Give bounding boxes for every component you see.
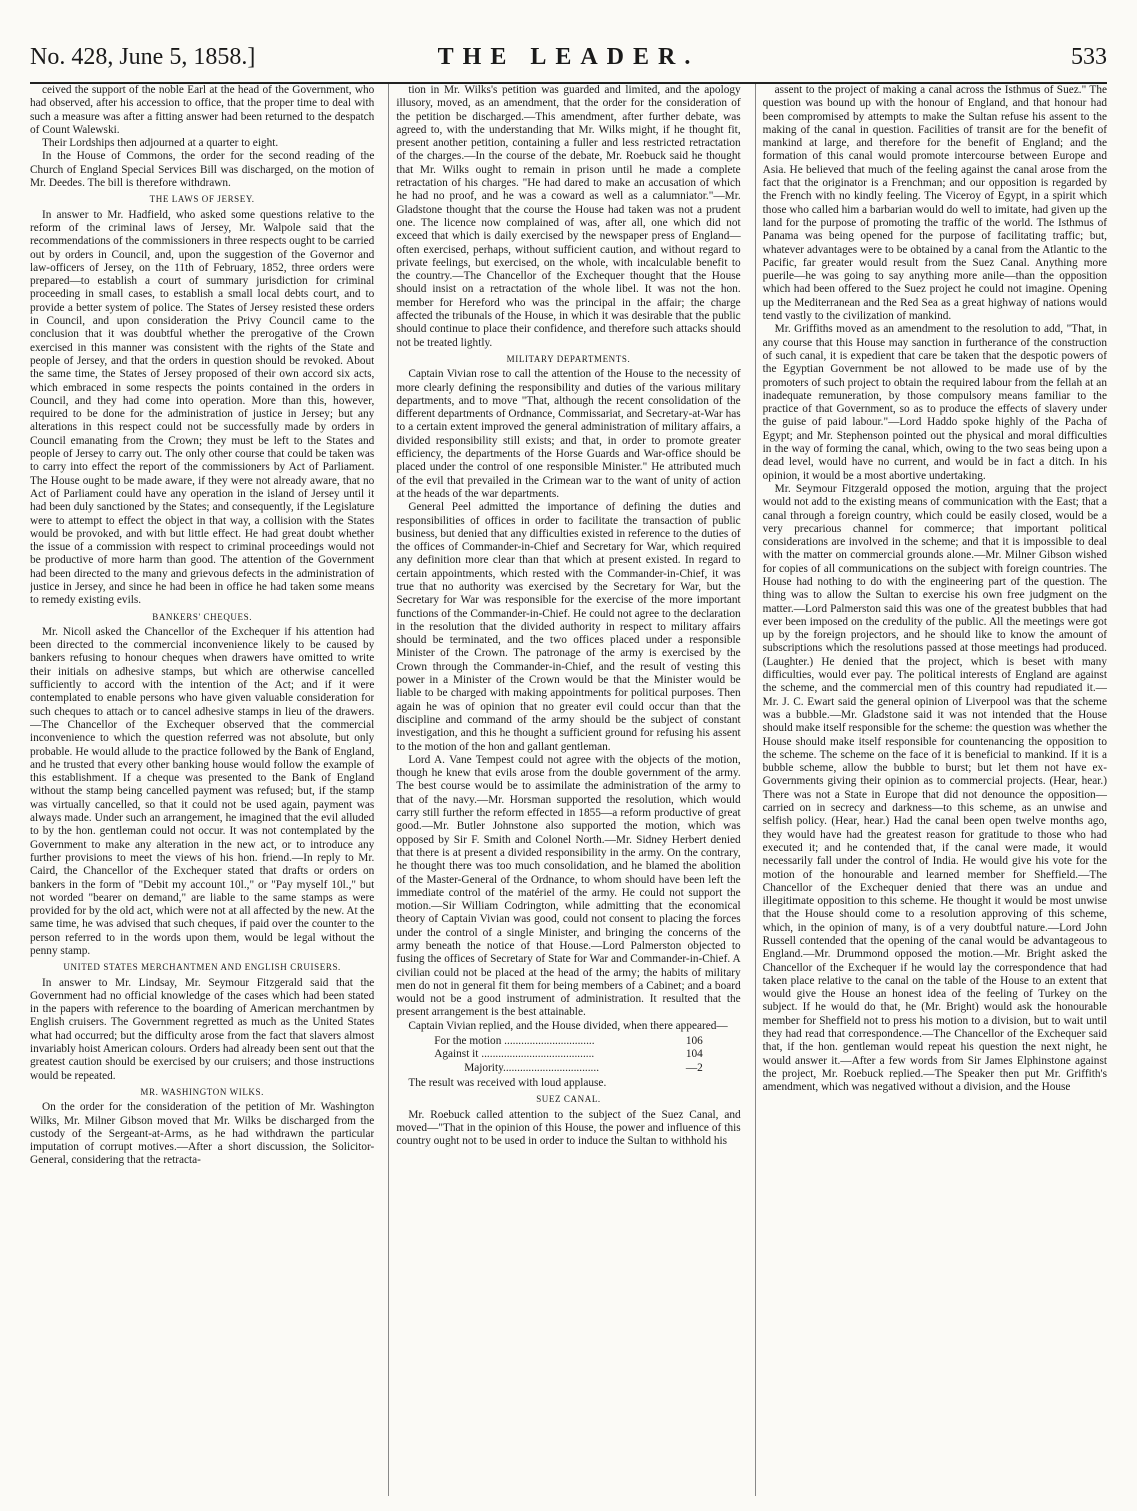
paragraph: On the order for the consideration of the petition of Mr. Washington Wilks, Mr. Milner Gibson moved that Mr. Wilks be discharged from the custody of the Sergeant-at-Arms, as he had withdrawn the particular imputation of corrupt motives.—After a short discussion, the Solicitor-General, considering that the retracta- [30,1101,375,1167]
paragraph: Lord A. Vane Tempest could not agree with the objects of the motion, though he knew that evils arose from the double government of the army. The best course would be to assimilate the administration of the army to that of the navy.—Mr. Horsman supported the resolution, which would carry still further the reform effected in 1855—a reform productive of great good.—Mr. Butler Johnstone also supported the motion, which was opposed by Sir F. Smith and Colonel North.—Mr. Sidney Herbert denied that there is at present a divided responsibility in the army. On the contrary, he thought there was too much consolidation, and he blamed the abolition of the Master-General of the Ordnance, to whom should have been left the immediate control of the matériel of the army. He could not support the motion.—Sir William Codrington, while admitting that the economical theory of Captain Vivian was good, could not consent to placing the forces under the control of a single Minister, and bringing the concerns of the army beneath the notice of that House.—Lord Palmerston objected to fusing the offices of Secretary of State for War and Commander-in-Chief. A civilian could not be placed at the head of the army; the habits of military men do not in general fit them for being members of a Cabinet; and a board would not be a good instrument of administration. It resulted that the present arrangement is the best attainable. [396,753,741,1019]
division-row [434,1048,703,1061]
paragraph: In the House of Commons, the order for the second reading of the Church of England Special Services Bill was discharged, on the motion of Mr. Deedes. The bill is therefore withdrawn. [30,150,375,190]
paragraph: In answer to Mr. Hadfield, who asked some questions relative to the reform of the criminal laws of Jersey, Mr. Walpole said that the recommendations of the commissioners in three respects ought to be carried out by orders in Council, and, upon the suggestion of the Governor and law-officers of Jersey, on the 11th of February, 1852, three orders were prepared—to establish a court of summary jurisdiction for criminal proceeding in small cases, to establish a small local debts court, and to provide a better system of police. The States of Jersey resisted these orders in Council, and upon consideration the Privy Council came to the conclusion that it was doubtful whether the prerogative of the Crown exercised in this manner was consistent with the rights of the State and people of Jersey, and that the orders in question should be revoked. About the same time, the States of Jersey proposed of their own accord six acts, which embraced in some respects the points contained in the orders in Council, and they had come into operation. More than this, however, required to be done for the administration of justice in Jersey; but any alterations in this respect could not be successfully made by orders in Council emanating from the Crown; they must be left to the States and people of Jersey to carry out. The only other course that could be taken was to carry into effect the report of the commissioners by Act of Parliament. The House ought to be made aware, if they were not already aware, that no Act of Parliament could have any operation in the island of Jersey until it had been duly sanctioned by the States; and consequently, if the Legislature were to attempt to effect the object in that way, a collision with the States would be provoked, and with but little effect. He had great doubt whether the issue of a commission with respect to criminal proceedings would not be productive of more harm than good. The attention of the Government had been directed to the many and grievous defects in the administration of justice in Jersey, and since he had been in office he had taken some means to remedy existing evils. [30,208,375,607]
newspaper-title: THE LEADER. [437,44,700,70]
division-row [434,1062,703,1075]
paragraph: assent to the project of making a canal across the Isthmus of Suez." The question was bound up with the honour of England, and that honour had been compromised by attempts to make the Sultan refuse his assent to the making of the canal in question. Facilities of transit are for the benefit of mankind at large, and therefore for the benefit of England; and the formation of this canal would promote intercourse between Europe and Asia. He believed that much of the feeling against the canal arose from the fact that the originator is a Frenchman; and our opposition is regarded by the French with no kindly feeling. The Viceroy of Egypt, in a spirit which those who called him a barbarian would do well to imitate, had given up the land for the purpose of promoting the traffic of the world. The Isthmus of Panama was being opened for the purpose of facilitating traffic; but, whatever advantages were to be obtained by a canal from the Atlantic to the Pacific, far greater would result from the Suez Canal. Anything more puerile—he was going to say anything more anile—than the opposition which had been offered to the Suez project he could not imagine. Opening up the Mediterranean and the Red Sea as a great highway of nations would tend vastly to the civilization of mankind. [762,84,1107,323]
paragraph: ceived the support of the noble Earl at the head of the Government, who had observed, after his accession to office, that the proper time to deal with such a measure was after a fitting answer had been returned to the despatch of Count Walewski. [30,84,375,136]
paragraph: Mr. Roebuck called attention to the subject of the Suez Canal, and moved—"That in the opinion of this House, the power and influence of this country ought not to be used in order to induce the Sultan to withhold his [396,1108,741,1148]
division-row [434,1035,703,1048]
section-heading-military-departments: MILITARY DEPARTMENTS. [506,353,631,364]
paragraph: The result was received with loud applause. [408,1076,607,1089]
paragraph: Their Lordships then adjourned at a quarter to eight. [42,137,279,150]
section-heading-suez-canal: SUEZ CANAL. [536,1094,601,1105]
paragraph: Mr. Seymour Fitzgerald opposed the motion, arguing that the project would not add to the existing means of communication with the East; that a canal through a foreign country, which could be easily closed, would be a very precarious channel for commerce; that important political considerations are involved in the scheme; and that it is impossible to deal with the matter on commercial grounds alone.—Mr. Milner Gibson wished for copies of all communications on the subject with foreign countries. The House had nothing to do with the engineering part of the question. The thing was to allow the Sultan to exercise his own free judgment on the matter.—Lord Palmerston said this was one of the greatest bubbles that had ever been imposed on the credulity of the public. All the meetings were got up by the foreign projectors, and he should like to know the amount of subscriptions which the resolutions passed at those meetings had produced. (Laughter.) He denied that the project, which is beset with many difficulties, would ever pay. The political interests of England are against the scheme, and the commercial men of this country had repudiated it.—Mr. J. C. Ewart said the general opinion of Liverpool was that the scheme was a bubble.—Mr. Gladstone said it was not intended that the House should make itself responsible for the scheme: the question was whether the House should make itself responsible for countenancing the opposition to the scheme. The scheme on the face of it is beneficial to mankind. If it is a bubble scheme, allow the bubble to burst; but let them not have ex-Governments giving their opinion as to commercial projects. (Hear, hear.) There was not a State in Europe that did not denounce the opposition—carried on in secrecy and darkness—to this scheme, as an unwise and selfish policy. (Hear, hear.) Had the canal been open twelve months ago, they would have had the greatest reason for gratitude to those who had executed it; and he contended that, if the canal were made, it would necessarily fall under the control of India. He would give his vote for the motion of the honourable and learned member for Sheffield.—The Chancellor of the Exchequer denied that there was an undue and illegitimate opposition to this scheme. He thought it would be most unwise that the House should come to a resolution approving of this scheme, which, in the opinion of many, is of a very doubtful nature.—Lord John Russell contended that the opening of the canal would be advantageous to England.—Mr. Drummond opposed the motion.—Mr. Bright asked the Chancellor of the Exchequer if he would lay the correspondence that had taken place relative to the canal on the table of the House to an extent that would give the House an honest idea of the feeling of Turkey on the subject. If he would do that, he (Mr. Bright) would ask the honourable member for Sheffield not to press his motion to a division, but to wait until they had read that correspondence.—The Chancellor of the Exchequer said that, if the hon. gentleman would repeat his question the next night, he would answer it.—After a few words from Sir James Elphinstone against the project, Mr. Roebuck replied.—The Speaker then put Mr. Griffith's amendment, which was negatived without a division, and the House [762,482,1107,1094]
paragraph: General Peel admitted the importance of defining the duties and responsibilities of offices in order to facilitate the transaction of public business, but denied that any difficulties existed in reference to the duties of the offices of Commander-in-Chief and Secretary for War, which required any definition more clear than that which at present existed. In regard to certain appointments, which rested with the Commander-in-Chief, it was true that no authority was exercised by the Secretary for War, but the Secretary for War was responsible for the exercise of the more important functions of the Commander-in-Chief. He could not agree to the declaration in the resolution that the divided authority in respect to military affairs should be terminated, and the two offices placed under a responsible Minister of the Crown. The patronage of the army is exercised by the Crown through the Commander-in-Chief, and the result of vesting this power in a Minister of the Crown would be that the Minister would be liable to be charged with making appointments for political purposes. Then again he was of opinion that no greater evil could occur than that the discipline and command of the army should be the subject of constant investigation, and this he thought a sufficient ground for refusing his assent to the motion of the hon and gallant gentleman. [396,501,741,753]
division-label: Majority.................................. [464,1061,600,1074]
page-number: 533 [1071,44,1107,70]
section-heading-bankers-cheques: BANKERS' CHEQUES. [152,611,253,622]
section-heading-laws-of-jersey: THE LAWS OF JERSEY. [149,194,255,205]
article-columns [30,84,1107,1496]
column-1 [30,84,374,1496]
paragraph: Mr. Griffiths moved as an amendment to the resolution to add, "That, in any course that this House may sanction in furtherance of the construction of such canal, it is expedient that care be taken that the despotic powers of the Egyptian Government be not allowed to be made use of by the promoters of such project to obtain the required labour from the fellah at an inadequate remuneration, by those compulsory means familiar to the practice of that Government, so as to produce the effects of slavery under the guise of paid labour."—Lord Haddo spoke highly of the Pacha of Egypt; and Mr. Stephenson pointed out the physical and moral difficulties in the way of forming the canal, which, owing to the two seas being upon a dead level, would have no current, and would be in fact a ditch. In his opinion, it would be a most abortive undertaking. [762,323,1107,482]
division-value: —2 [685,1061,703,1074]
division-value: 104 [685,1048,703,1061]
division-label: Against it ........................................ [434,1048,595,1061]
paragraph: In answer to Mr. Lindsay, Mr. Seymour Fitzgerald said that the Government had no official knowledge of the cases which had been stated in the papers with reference to the boarding of American merchantmen by English cruisers. The Government regretted as much as the United States what had occurred; but the difficulty arose from the fact that slavers almost invariably hoist American colours. Orders had already been sent out that the greatest caution should be exercised by our cruisers; and those instructions would be repeated. [30,976,375,1082]
section-heading-merchantmen: UNITED STATES MERCHANTMEN AND ENGLISH CRUISERS. [63,962,341,973]
column-3 [755,84,1107,1496]
division-value: 106 [685,1035,703,1048]
section-heading-washington-wilks: MR. WASHINGTON WILKS. [140,1086,264,1097]
paragraph: Captain Vivian rose to call the attention of the House to the necessity of more clearly defining the responsibility and duties of the various military departments, and to move "That, although the recent consolidation of the different departments of Ordnance, Commissariat, and Secretary-at-War has to a certain extent improved the general administration of military affairs, a divided responsibility still exists; and that, in order to promote greater efficiency, the departments of the Horse Guards and War-office should be placed under the control of one responsible Minister." He attributed much of the evil that prevailed in the Crimean war to the want of unity of action at the heads of the war departments. [396,368,741,500]
page-header [30,10,1107,84]
division-label: For the motion ................................ [434,1035,595,1048]
division-table [434,1035,703,1075]
paragraph: tion in Mr. Wilks's petition was guarded and limited, and the apology illusory, moved, as an amendment, that the order for the consideration of the petition be discharged.—This amendment, after further debate, was agreed to, with the understanding that Mr. Wilks might, if he thought fit, present another petition, containing a fuller and less restricted retractation of the charges.—In the course of the debate, Mr. Roebuck said he thought that Mr. Wilks ought to remain in prison until he made a complete retractation of his charges. "He had dared to make an accusation of which he had no proof, and he was a coward as well as a calumniator."—Mr. Gladstone thought that the course the House had taken was not a prudent one. The licence now complained of was, after all, one which did not exceed that which is daily exercised by the newspaper press of England—often exercised, perhaps, without sufficient caution, and without regard to private feelings, but exercised, on the whole, with incalculable benefit to the country.—The Chancellor of the Exchequer thought that the House should insist on a retractation of the whole libel. It was not the hon. member for Hereford who was the principal in the affair; the charge affected the tribunals of the House, in which it was desirable that the public should continue to place their confidence, and therefore such attacks should not be treated lightly. [396,84,741,349]
paragraph: Mr. Nicoll asked the Chancellor of the Exchequer if his attention had been directed to the commercial inconvenience likely to be caused by bankers refusing to honour cheques when drawers have omitted to write their initials on adhesive stamps, but which are otherwise cancelled sufficiently to accord with the intention of the Act; and if it were contemplated to enable persons who have given valuable consideration for such cheques to attach or to cancel adhesive stamps in lieu of the drawers.—The Chancellor of the Exchequer observed that the commercial inconvenience to which the question referred was not absolute, but only probable. He would allude to the practice followed by the Bank of England, and he trusted that every other banking house would follow the example of this establishment. If a cheque was presented to the Bank of England without the stamp being cancelled payment was refused; but, if the stamp was virtually cancelled, so that it could not be used again, payment was always made. Under such an arrangement, he imagined that the evil alluded to by the hon. gentleman could not occur. It was not contemplated by the Government to make any alteration in the new act, or to introduce any further provisions to meet the views of his hon. friend.—In reply to Mr. Caird, the Chancellor of the Exchequer stated that drafts or orders on bankers in the form of "Debit my account 10l.," or "Pay myself 10l.," but not worded "bearer on demand," are liable to the same stamps as were provided for by the old act, which were not at all affected by the new. At the same time, he was advised that such cheques, if paid over the counter to the person referred to in the words upon them, would be legal without the penny stamp. [30,625,375,957]
paragraph: Captain Vivian replied, and the House divided, when there appeared— [408,1019,728,1032]
issue-date: No. 428, June 5, 1858.] [30,44,256,70]
column-2 [388,84,740,1496]
